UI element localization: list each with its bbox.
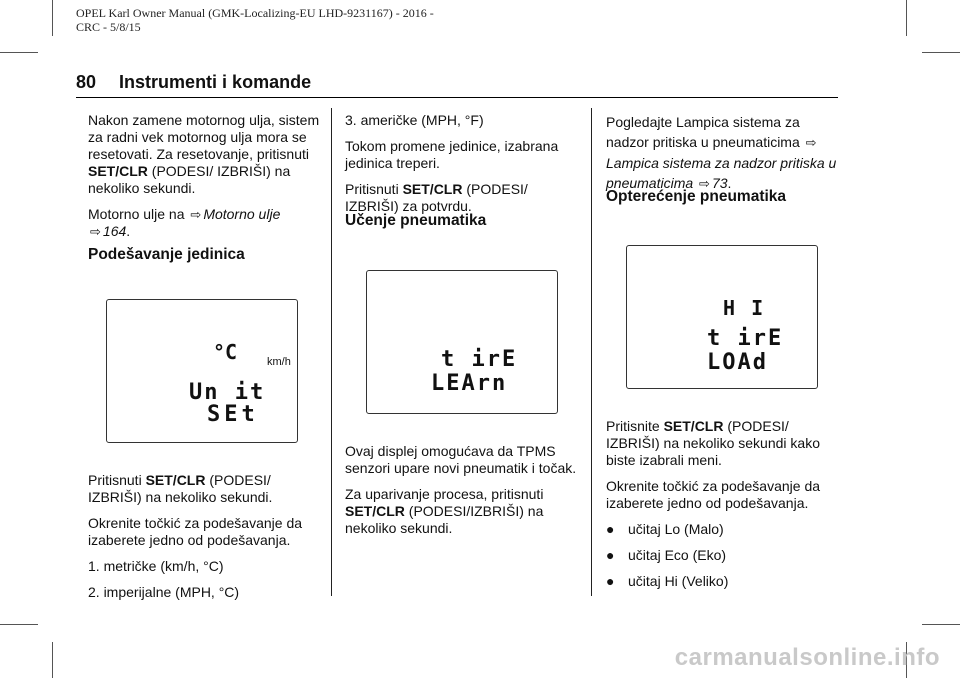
- list-item: ● učitaj Lo (Malo): [606, 521, 724, 537]
- lcd-line-2: t irE: [707, 326, 784, 351]
- lcd-display-units: [106, 299, 298, 443]
- heading-tire-load: Opterećenje pneumatika: [606, 188, 787, 205]
- crop-mark: [922, 624, 960, 625]
- crop-mark: [922, 52, 960, 53]
- column-1: [88, 112, 320, 249]
- link-motorno-ulje[interactable]: Motorno ulje: [203, 206, 281, 222]
- meta-line-1: OPEL Karl Owner Manual (GMK-Localizing-EU LHD-9231167) - 2016 -: [76, 6, 434, 20]
- paragraph-reset: Nakon zamene motornog ulja, sistem za radni vek motornog ulja mora se resetovati. Za resetovanje, pritisnuti SET/CLR (PODESI/ IZBRIŠI) na nekoliko sekundi.: [88, 112, 320, 196]
- lcd-line-1: H I: [723, 296, 766, 320]
- paragraph-press-menu: Pritisnite SET/CLR (PODESI/ IZBRIŠI) na nekoliko sekundi kako biste izabrali meni.: [606, 418, 820, 468]
- column-divider: [591, 108, 592, 596]
- header-rule: [76, 97, 838, 98]
- paragraph-tpms: Ovaj displej omogućava da TPMS senzori upare novi pneumatik i točak.: [345, 443, 577, 476]
- list-item: ● učitaj Hi (Veliko): [606, 573, 729, 589]
- list-item: 1. metričke (km/h, °C): [88, 558, 224, 574]
- document-meta: [76, 6, 434, 34]
- column-2: [345, 112, 577, 224]
- list-item: 3. američke (MPH, °F): [345, 112, 484, 128]
- column-1-heading: [88, 246, 320, 263]
- bullet-icon: ●: [606, 521, 615, 537]
- page-header: [76, 72, 840, 93]
- lcd-display-tire-load: [626, 245, 818, 389]
- list-item: 2. imperijalne (MPH, °C): [88, 584, 240, 600]
- ref-arrow-icon: ⇨: [90, 224, 101, 239]
- link-tpms-lamp[interactable]: Lampica sistema za nadzor pritiska u pneumaticima: [606, 155, 837, 191]
- bullet-icon: ●: [606, 573, 615, 589]
- paragraph-tpms-ref: Pogledajte Lampica sistema za nadzor pritiska u pneumaticima ⇨ Lampica sistema za nadzor pritiska u pneumaticima ⇨ 73.: [606, 114, 837, 191]
- lcd-speed-unit: km/h: [267, 356, 291, 368]
- column-3-heading: [606, 188, 838, 205]
- paragraph-confirm: Pritisnuti SET/CLR (PODESI/ IZBRIŠI) za potvrdu.: [345, 181, 528, 214]
- column-1-bottom: [88, 472, 320, 610]
- ref-arrow-icon: ⇨: [699, 176, 710, 191]
- page-ref[interactable]: 164: [102, 223, 127, 239]
- crop-mark: [52, 0, 53, 36]
- ref-arrow-icon: ⇨: [805, 135, 817, 150]
- paragraph-pairing: Za uparivanje procesa, pritisnuti SET/CLR (PODESI/IZBRIŠI) na nekoliko sekundi.: [345, 486, 544, 536]
- lcd-line-2: LEArn: [431, 371, 508, 396]
- lcd-line-1: Un it: [189, 380, 266, 405]
- bullet-icon: ●: [606, 547, 615, 563]
- list-item: ● učitaj Eco (Eko): [606, 547, 727, 563]
- lcd-line-1: t irE: [441, 347, 518, 372]
- lcd-unit-symbol: °C: [213, 340, 238, 364]
- paragraph-turn: Okrenite točkić za podešavanje da izaberete jedno od podešavanja.: [606, 478, 821, 511]
- crop-mark: [52, 642, 53, 678]
- column-divider: [331, 108, 332, 596]
- watermark: carmanualsonline.info: [674, 644, 940, 671]
- section-title: Instrumenti i komande: [119, 72, 312, 92]
- crop-mark: [906, 0, 907, 36]
- page-ref[interactable]: 73: [711, 175, 728, 191]
- crop-mark: [0, 624, 38, 625]
- lcd-display-tire-learn: [366, 270, 558, 414]
- heading-tire-learn: Učenje pneumatika: [345, 212, 487, 229]
- crop-mark: [0, 52, 38, 53]
- page-number: 80: [76, 72, 97, 92]
- lcd-line-2: SEt: [207, 402, 259, 427]
- heading-unit-settings: Podešavanje jedinica: [88, 246, 245, 263]
- lcd-line-3: LOAd: [707, 350, 768, 375]
- paragraph-oil-ref: Motorno ulje na ⇨ Motorno ulje ⇨ 164.: [88, 206, 281, 239]
- meta-line-2: CRC - 5/8/15: [76, 20, 141, 34]
- column-2-bottom: [345, 443, 577, 546]
- paragraph-press: Pritisnuti SET/CLR (PODESI/ IZBRIŠI) na nekoliko sekundi.: [88, 472, 273, 505]
- paragraph-blink: Tokom promene jedinice, izabrana jedinica treperi.: [345, 138, 559, 171]
- paragraph-turn: Okrenite točkić za podešavanje da izaberete jedno od podešavanja.: [88, 515, 303, 548]
- column-3-bottom: [606, 418, 838, 599]
- ref-arrow-icon: ⇨: [190, 207, 202, 222]
- column-2-heading: [345, 212, 577, 229]
